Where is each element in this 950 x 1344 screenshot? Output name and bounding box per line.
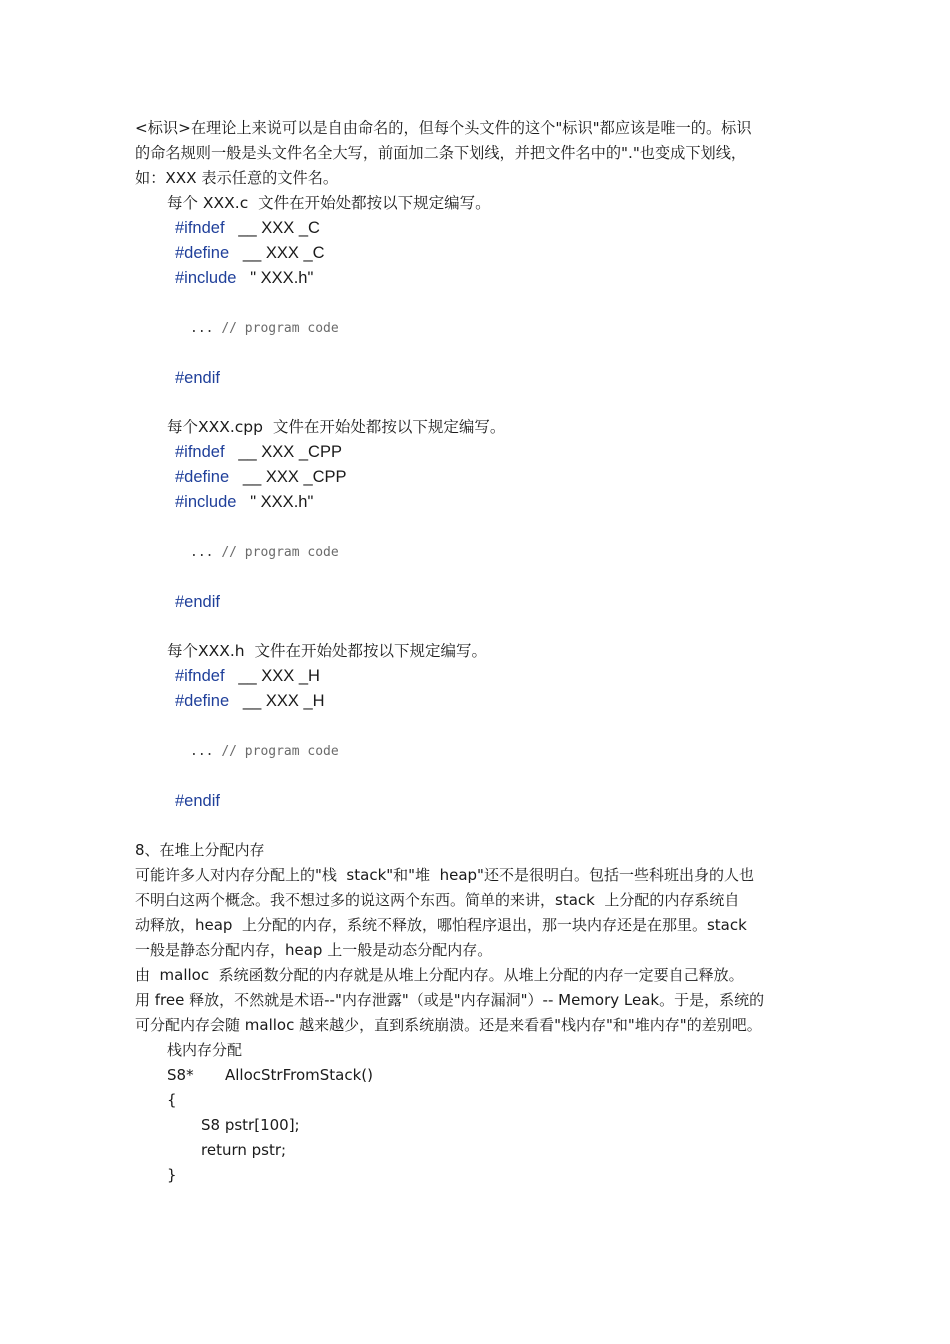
block-h-define xyxy=(175,691,325,711)
code-comment: // program code xyxy=(221,545,339,560)
code-comment: // program code xyxy=(221,744,339,759)
section-8-para-line-6: 用 free 释放，不然就是术语--"内存泄露"（或是"内存漏洞"）-- Memory Leak。于是，系统的 xyxy=(135,991,765,1009)
code-dots: ... xyxy=(190,321,214,336)
directive-arg: " XXX.h" xyxy=(250,493,314,511)
block-cpp-heading: 每个XXX.cpp 文件在开始处都按以下规定编写。 xyxy=(167,418,506,436)
directive-arg: __ XXX _C xyxy=(238,219,320,237)
directive-keyword: #include xyxy=(175,269,237,287)
block-h-heading: 每个XXX.h 文件在开始处都按以下规定编写。 xyxy=(167,642,487,660)
directive-arg: " XXX.h" xyxy=(250,269,314,287)
directive-keyword: #define xyxy=(175,692,230,710)
code-return-type: S8* xyxy=(167,1066,194,1084)
section-8-para-line-5: 由 malloc 系统函数分配的内存就是从堆上分配内存。从堆上分配的内存一定要自己释放。 xyxy=(135,966,744,984)
directive-keyword: #ifndef xyxy=(175,219,225,237)
block-cpp-define xyxy=(175,467,347,487)
section-8-para-line-1: 可能许多人对内存分配上的"栈 stack"和"堆 heap"还不是很明白。包括一些科班出身的人也 xyxy=(135,866,754,884)
intro-line-1: <标识>在理论上来说可以是自由命名的，但每个头文件的这个"标识"都应该是唯一的。标识 xyxy=(135,119,752,137)
code-statement-2: return pstr; xyxy=(201,1141,287,1159)
directive-keyword: #define xyxy=(175,244,230,262)
code-brace-open: { xyxy=(167,1091,177,1109)
directive-arg: __ XXX _CPP xyxy=(238,443,342,461)
directive-keyword: #define xyxy=(175,468,230,486)
block-h-code-line xyxy=(190,742,339,762)
block-h-ifndef xyxy=(175,666,320,686)
code-dots: ... xyxy=(190,744,214,759)
block-c-define xyxy=(175,243,325,263)
directive-keyword: #ifndef xyxy=(175,443,225,461)
directive-keyword: #include xyxy=(175,493,237,511)
directive-arg: __ XXX _H xyxy=(242,692,325,710)
intro-line-2: 的命名规则一般是头文件名全大写，前面加二条下划线，并把文件名中的"."也变成下划线， xyxy=(135,144,747,162)
block-cpp-endif: #endif xyxy=(175,593,220,611)
section-8-para-line-7: 可分配内存会随 malloc 越来越少，直到系统崩溃。还是来看看"栈内存"和"堆内存"的差别吧。 xyxy=(135,1016,762,1034)
code-statement-1: S8 pstr[100]; xyxy=(201,1116,300,1134)
block-c-include xyxy=(175,268,313,288)
intro-line-3: 如：XXX 表示任意的文件名。 xyxy=(135,169,339,187)
block-c-heading: 每个 XXX.c 文件在开始处都按以下规定编写。 xyxy=(167,194,491,212)
directive-arg: __ XXX _CPP xyxy=(242,468,347,486)
block-cpp-code-line xyxy=(190,543,339,563)
block-c-endif: #endif xyxy=(175,369,220,387)
code-dots: ... xyxy=(190,545,214,560)
stack-alloc-heading: 栈内存分配 xyxy=(167,1041,243,1059)
block-c-code-line xyxy=(190,319,339,339)
code-function-name: AllocStrFromStack() xyxy=(225,1066,373,1084)
code-comment: // program code xyxy=(221,321,339,336)
block-c-ifndef xyxy=(175,218,320,238)
section-8-para-line-4: 一般是静态分配内存，heap 上一般是动态分配内存。 xyxy=(135,941,493,959)
code-brace-close: } xyxy=(167,1166,177,1184)
block-cpp-include xyxy=(175,492,313,512)
directive-arg: __ XXX _H xyxy=(238,667,320,685)
block-h-endif: #endif xyxy=(175,792,220,810)
section-8-para-line-3: 动释放，heap 上分配的内存，系统不释放，哪怕程序退出，那一块内存还是在那里。stack xyxy=(135,916,747,934)
section-8-para-line-2: 不明白这两个概念。我不想过多的说这两个东西。简单的来讲，stack 上分配的内存系统自 xyxy=(135,891,740,909)
directive-keyword: #ifndef xyxy=(175,667,225,685)
block-cpp-ifndef xyxy=(175,442,342,462)
directive-arg: __ XXX _C xyxy=(242,244,325,262)
section-8-title: 8、在堆上分配内存 xyxy=(135,841,265,859)
